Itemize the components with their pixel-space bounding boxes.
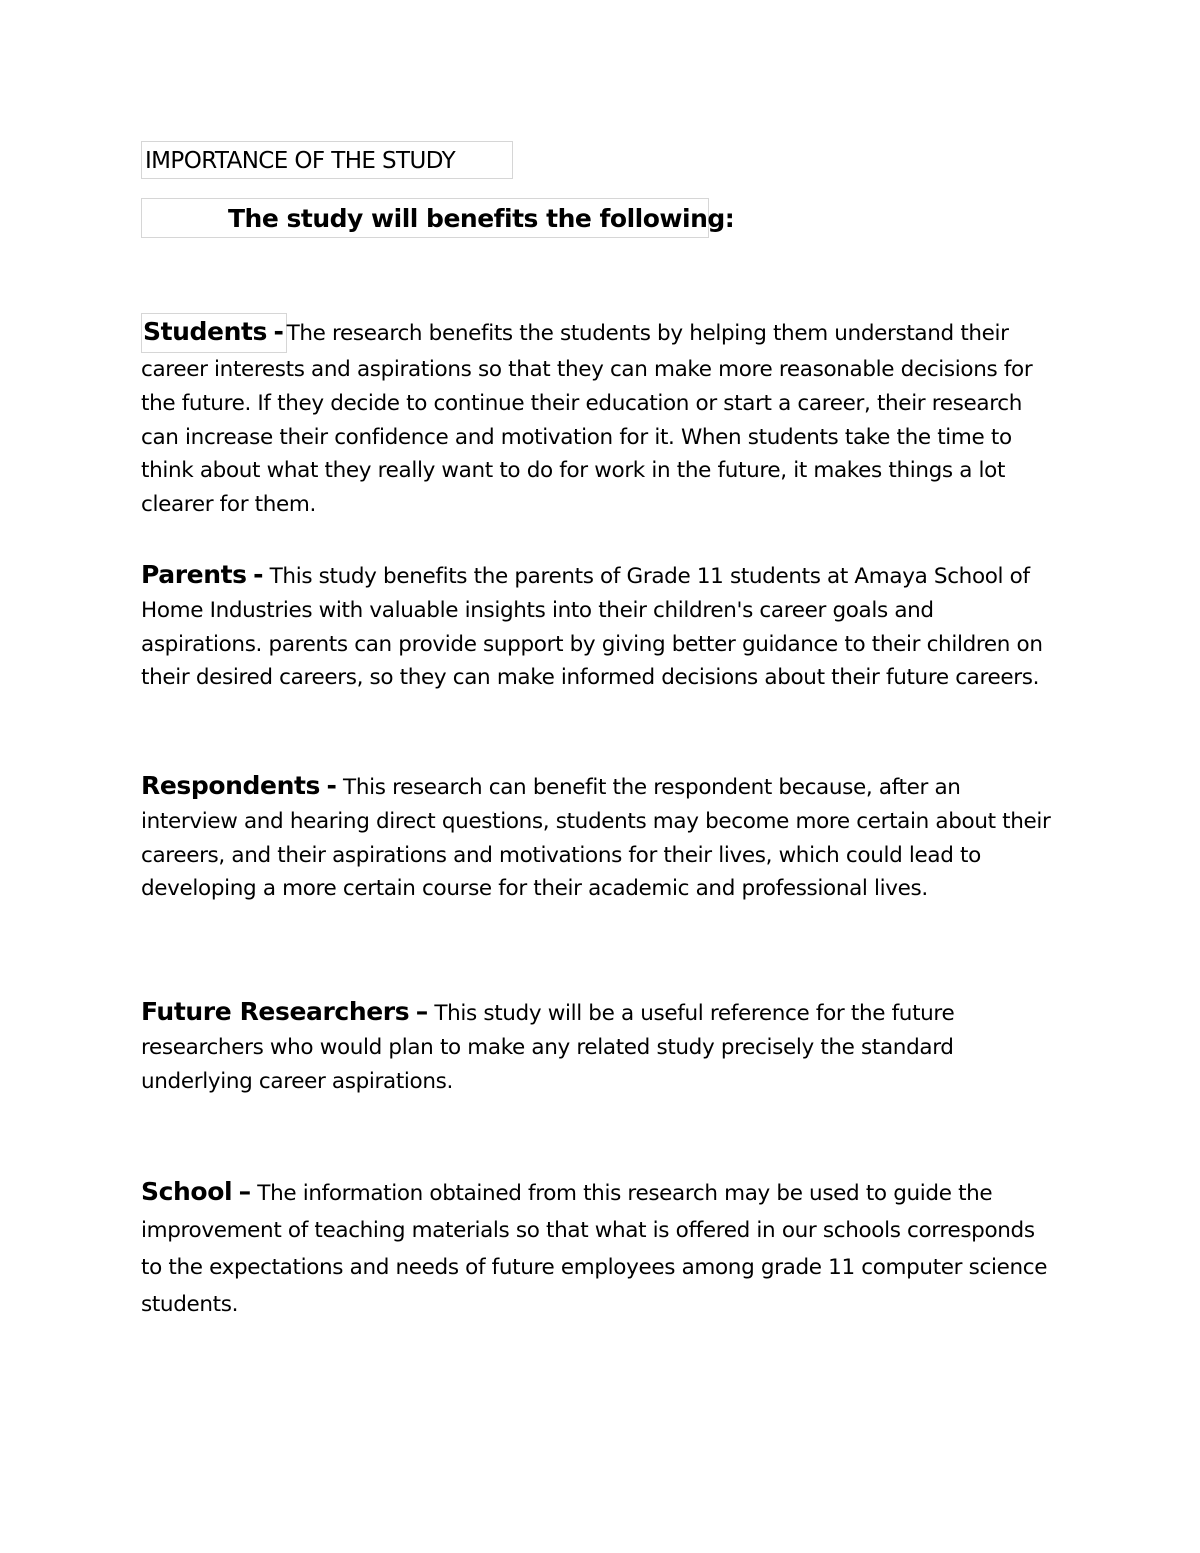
section-body: The research benefits the students by helping them understand their career interests and aspirations so that they can make more reasonable decisions for the future. If they decide to continue their education or start a career, their research can increase their confidence and motivation for it. When students take the time to think about what they really want to do for work in the future, it makes things a lot clearer for them. <box>141 321 1033 518</box>
section-respondents <box>141 769 1061 906</box>
section-school <box>141 1173 1061 1323</box>
section-heading: Respondents <box>141 771 321 800</box>
section-heading: Future Researchers <box>141 997 410 1026</box>
section-separator: – <box>238 1177 251 1206</box>
section-body: This study will be a useful reference for the future researchers who would plan to make any related study precisely the standard underlying career aspirations. <box>141 1001 955 1094</box>
document-title: IMPORTANCE OF THE STUDY <box>141 141 513 179</box>
section-parents <box>141 558 1061 695</box>
section-separator: - <box>326 771 337 800</box>
section-separator: - <box>253 560 264 589</box>
section-students <box>141 313 1061 522</box>
section-separator: - <box>273 317 284 346</box>
document-subtitle: The study will benefits the following: <box>141 198 709 238</box>
section-heading-box <box>141 313 287 353</box>
section-heading: Parents <box>141 560 247 589</box>
section-heading: School <box>141 1177 233 1206</box>
section-body: This study benefits the parents of Grade 11 students at Amaya School of Home Industries with valuable insights into their children's career goals and aspirations. parents can provide support by giving better guidance to their children on their desired careers, so they can make informed decisions about their future careers. <box>141 564 1043 691</box>
section-future-researchers <box>141 995 1061 1098</box>
section-heading: Students <box>143 317 268 346</box>
section-body: The information obtained from this research may be used to guide the improvement of teaching materials so that what is offered in our schools corresponds to the expectations and needs of future employees among grade 11 computer science students. <box>141 1181 1048 1317</box>
section-body: This research can benefit the respondent because, after an interview and hearing direct questions, students may become more certain about their careers, and their aspirations and motivations for their lives, which could lead to developing a more certain course for their academic and professional lives. <box>141 775 1051 902</box>
section-separator: – <box>415 997 428 1026</box>
